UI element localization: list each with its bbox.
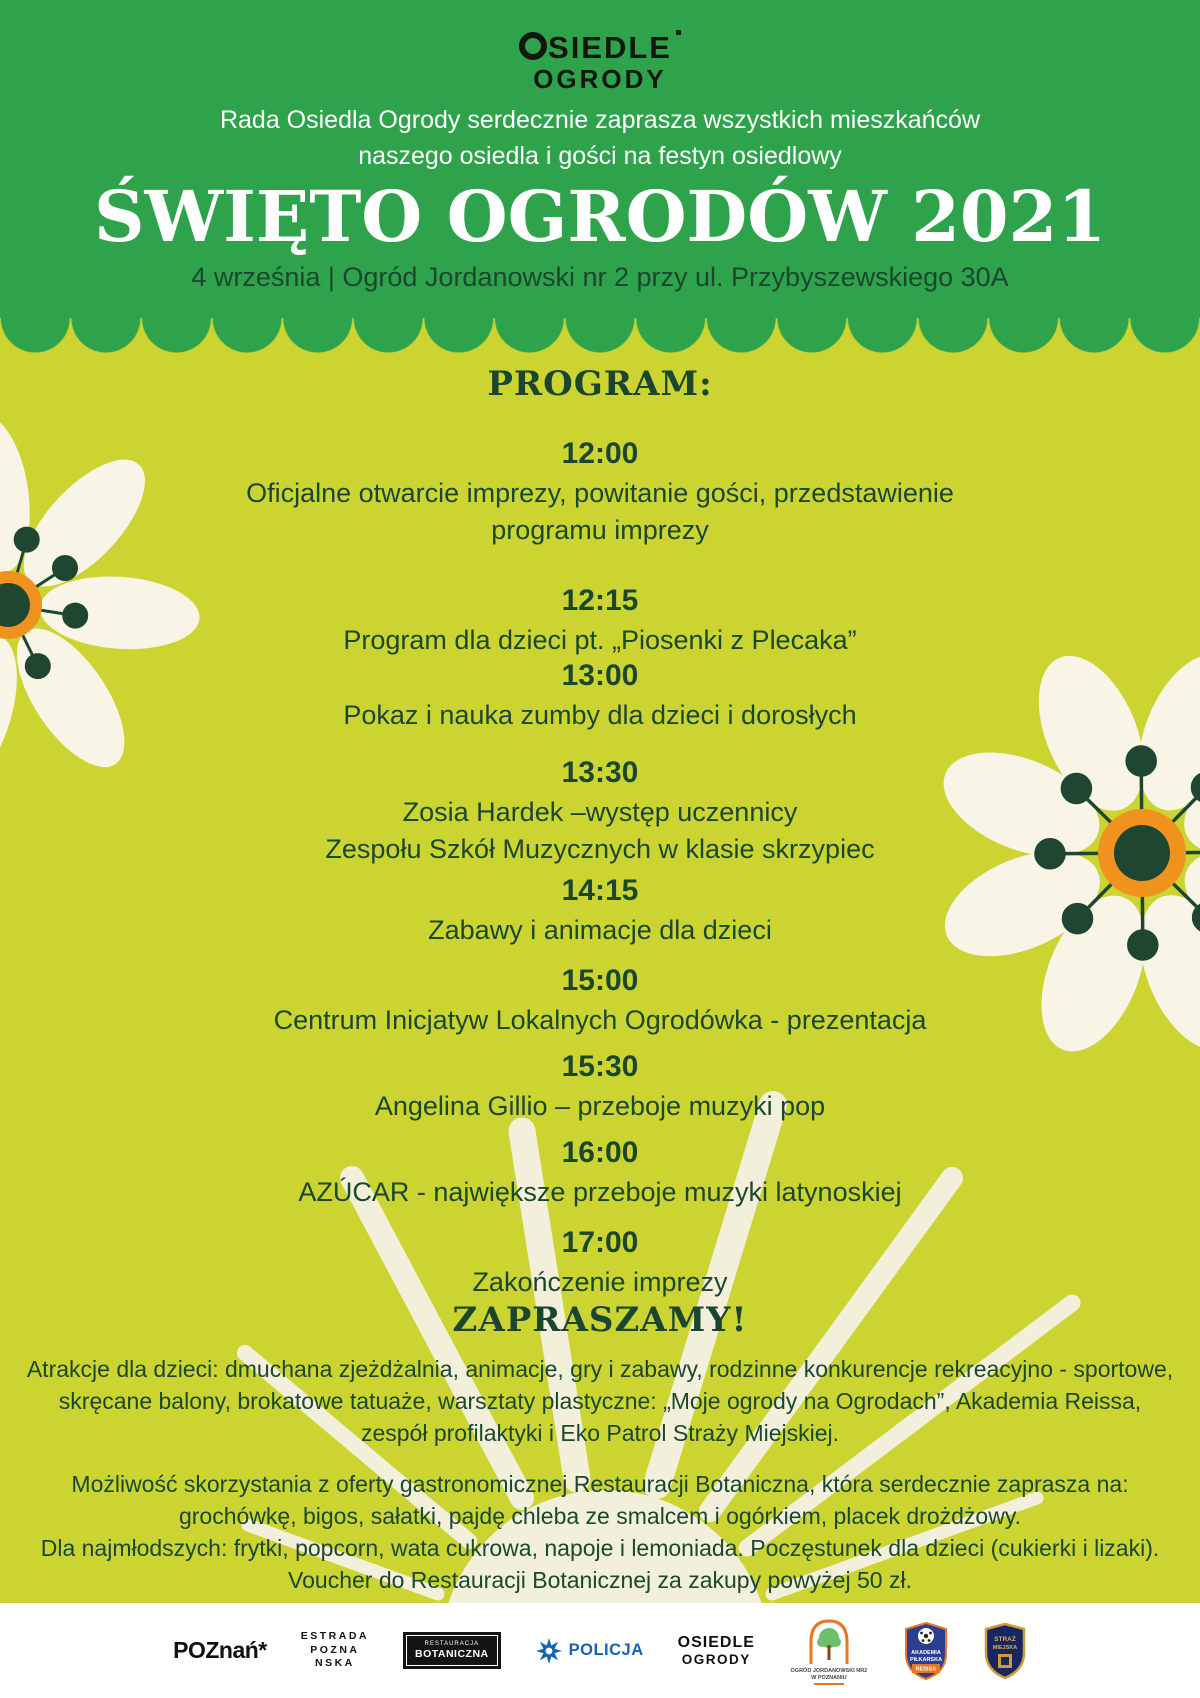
logo-trademark-dot xyxy=(676,30,681,35)
osiedle-ogrody-footer-logo: OSIEDLE OGRODY xyxy=(677,1633,755,1667)
zapraszamy-heading: ZAPRASZAMY! xyxy=(452,1300,748,1340)
gastronomy-paragraph: Możliwość skorzystania z oferty gastronomicznej Restauracji Botaniczna, która serdecznie zaprasza na: grochówkę, bigos, sałatki, pajdę chleba ze smalcem i ogórkiem, placek drożdżowy. Dla najmłodszych: frytki, popcorn, wata cukrowa, napoje i lemoniada. Poczęstunek dla dzieci (cukierki i lizaki). Voucher do Restauracji Botanicznej za zakupy powyżej 50 zł. xyxy=(40,1471,1160,1593)
program-desc: Zabawy i animacje dla dzieci xyxy=(428,915,772,945)
program-desc: Pokaz i nauka zumby dla dzieci i dorosłych xyxy=(343,700,857,730)
policja-logo: POLICJA xyxy=(535,1637,644,1665)
orange-rule xyxy=(814,1683,844,1685)
svg-text:REISSA: REISSA xyxy=(915,1666,937,1672)
policja-star-icon xyxy=(535,1637,563,1665)
program-item-1300 xyxy=(0,658,1200,734)
svg-text:MIEJSKA: MIEJSKA xyxy=(992,1644,1018,1651)
svg-text:PIŁKARSKA: PIŁKARSKA xyxy=(909,1656,942,1663)
program-time: 15:00 xyxy=(561,964,639,997)
akademia-reissa-logo xyxy=(903,1621,949,1681)
program-desc: Oficjalne otwarcie imprezy, powitanie gości, przedstawienie programu imprezy xyxy=(246,478,954,545)
svg-text:AKADEMIA: AKADEMIA xyxy=(911,1649,941,1656)
program-time: 12:15 xyxy=(561,584,639,617)
poznan-logo: POZnań* xyxy=(173,1637,267,1663)
ogrod-jordanowski-logo: OGRÓD JORDANOWSKI NR2 W POZNANIU xyxy=(789,1616,869,1685)
program-item-1700 xyxy=(0,1225,1200,1301)
football-academy-badge-icon xyxy=(903,1621,949,1681)
invitation-line1: Rada Osiedla Ogrody serdecznie zaprasza wszystkich mieszkańców xyxy=(219,106,981,134)
restauracja-botaniczna-logo: RESTAURACJA BOTANICZNA xyxy=(403,1632,501,1669)
city-guard-badge-icon xyxy=(983,1622,1027,1680)
invitation-line2: naszego osiedla i gości na festyn osiedlowy xyxy=(358,142,842,170)
program-desc: Zakończenie imprezy xyxy=(472,1267,728,1297)
program-item-1415 xyxy=(0,873,1200,949)
program-time: 13:30 xyxy=(561,756,639,789)
invitation-text xyxy=(0,102,1200,174)
program-desc: Zosia Hardek –występ uczennicy Zespołu Szkół Muzycznych w klasie skrzypiec xyxy=(325,797,875,864)
program-time: 17:00 xyxy=(561,1226,639,1259)
program-desc: Program dla dzieci pt. „Piosenki z Plecaka” xyxy=(343,625,857,655)
program-item-1330 xyxy=(0,755,1200,868)
program-item-1200 xyxy=(0,436,1200,549)
tree-arch-icon xyxy=(801,1616,857,1666)
scallop-border xyxy=(0,318,1200,354)
svg-text:STRAŻ: STRAŻ xyxy=(994,1635,1016,1643)
program-desc: Angelina Gillio – przeboje muzyki pop xyxy=(374,1091,826,1121)
program-item-1500 xyxy=(0,963,1200,1039)
program-item-1215 xyxy=(0,583,1200,659)
program-item-1530 xyxy=(0,1049,1200,1125)
program-time: 16:00 xyxy=(561,1136,639,1169)
logo-line2: OGRODY xyxy=(533,64,667,94)
program-time: 15:30 xyxy=(561,1050,639,1083)
attractions-paragraph: Atrakcje dla dzieci: dmuchana zjeżdżalnia, animacje, gry i zabawy, rodzinne konkurencje rekreacyjno - sportowe, skręcane balony, brokatowe tatuaże, warsztaty plastyczne: „Moje ogrody na Ogrodach”, Akademia Reissa, zespół profilaktyki i Eko Patrol Straży Miejskiej. xyxy=(26,1356,1174,1446)
straz-miejska-logo xyxy=(983,1622,1027,1680)
program-item-1600 xyxy=(0,1135,1200,1211)
program-desc: Centrum Inicjatyw Lokalnych Ogrodówka - prezentacja xyxy=(273,1005,927,1035)
logo-line1: SIEDLE xyxy=(0,30,1200,63)
footer-logo-bar xyxy=(0,1603,1200,1698)
program-time: 13:00 xyxy=(561,659,639,692)
event-title: ŚWIĘTO OGRODÓW 2021 xyxy=(93,175,1107,258)
program-desc: AZÚCAR - największe przeboje muzyki latynoskiej xyxy=(298,1177,902,1207)
estrada-poznanska-logo: ESTRADA POZNA NSKA xyxy=(300,1630,369,1670)
logo-o-icon xyxy=(519,32,547,60)
program-time: 14:15 xyxy=(561,874,639,907)
program-time: 12:00 xyxy=(561,437,639,470)
osiedle-ogrody-logo xyxy=(0,30,1200,92)
program-heading: PROGRAM: xyxy=(487,364,713,404)
event-subtitle: 4 września | Ogród Jordanowski nr 2 przy ul. Przybyszewskiego 30A xyxy=(191,262,1009,292)
